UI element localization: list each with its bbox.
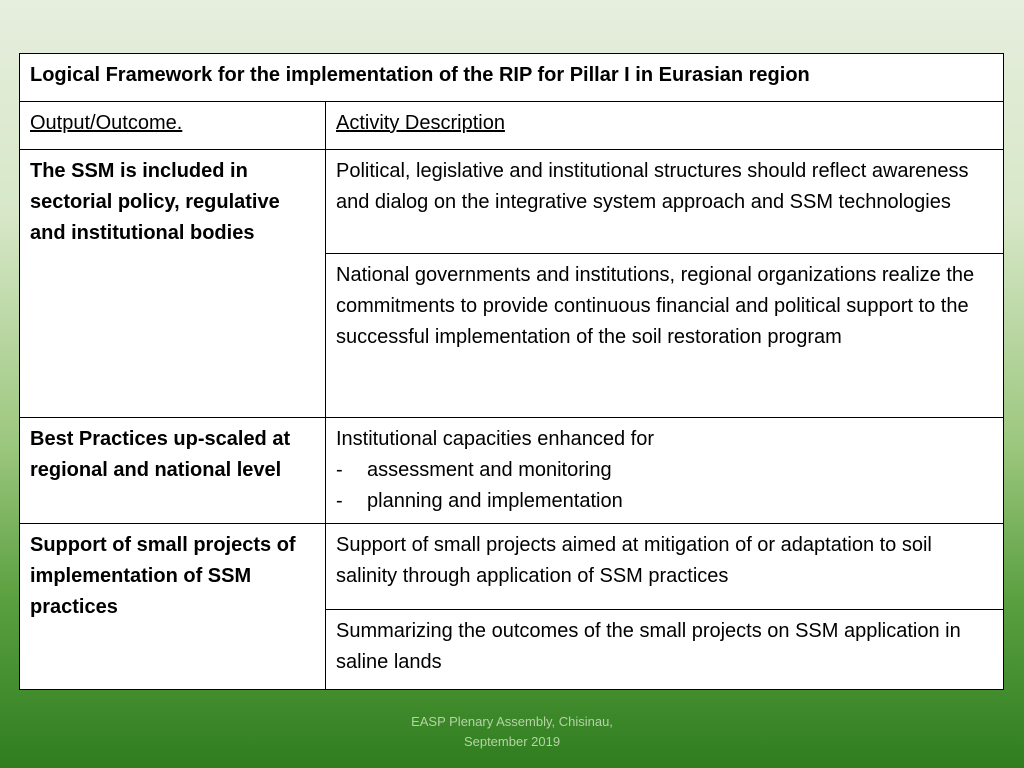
list-item-text: assessment and monitoring: [367, 459, 612, 481]
activity-cell: National governments and institutions, regional organizations realize the commitments to provide continuous financial and political support to the successful implementation of the soil restoration program: [326, 254, 1004, 418]
logical-framework-table: [19, 53, 1004, 690]
outcome-cell: Support of small projects of implementation of SSM practices: [20, 524, 326, 690]
table-row: [20, 150, 1004, 254]
footer-line-2: September 2019: [463, 734, 561, 749]
slide-footer: [362, 712, 662, 752]
outcome-cell: Best Practices up-scaled at regional and national level: [20, 418, 326, 524]
activity-intro: Institutional capacities enhanced for: [336, 428, 654, 450]
table-title-row: [20, 54, 1004, 102]
list-item: [336, 486, 994, 517]
activity-cell: [326, 418, 1004, 524]
activity-cell: Political, legislative and institutional structures should reflect awareness and dialog on the integrative system approach and SSM technologies: [326, 150, 1004, 254]
outcome-cell: The SSM is included in sectorial policy, regulative and institutional bodies: [20, 150, 326, 418]
activity-cell: Support of small projects aimed at mitigation of or adaptation to soil salinity through application of SSM practices: [326, 524, 1004, 610]
list-item-text: planning and implementation: [367, 490, 623, 512]
table-row: [20, 418, 1004, 524]
table-row: [20, 524, 1004, 610]
activity-list: [336, 455, 994, 517]
table-title: Logical Framework for the implementation of the RIP for Pillar I in Eurasian region: [20, 54, 1004, 102]
header-activity-description: Activity Description: [326, 102, 1004, 150]
footer-line-1: EASP Plenary Assembly, Chisinau,: [411, 714, 613, 729]
activity-cell: Summarizing the outcomes of the small projects on SSM application in saline lands: [326, 610, 1004, 690]
header-output-outcome: Output/Outcome.: [20, 102, 326, 150]
dash-bullet: -: [336, 459, 343, 481]
dash-bullet: -: [336, 490, 343, 512]
table-header-row: [20, 102, 1004, 150]
list-item: [336, 455, 994, 486]
